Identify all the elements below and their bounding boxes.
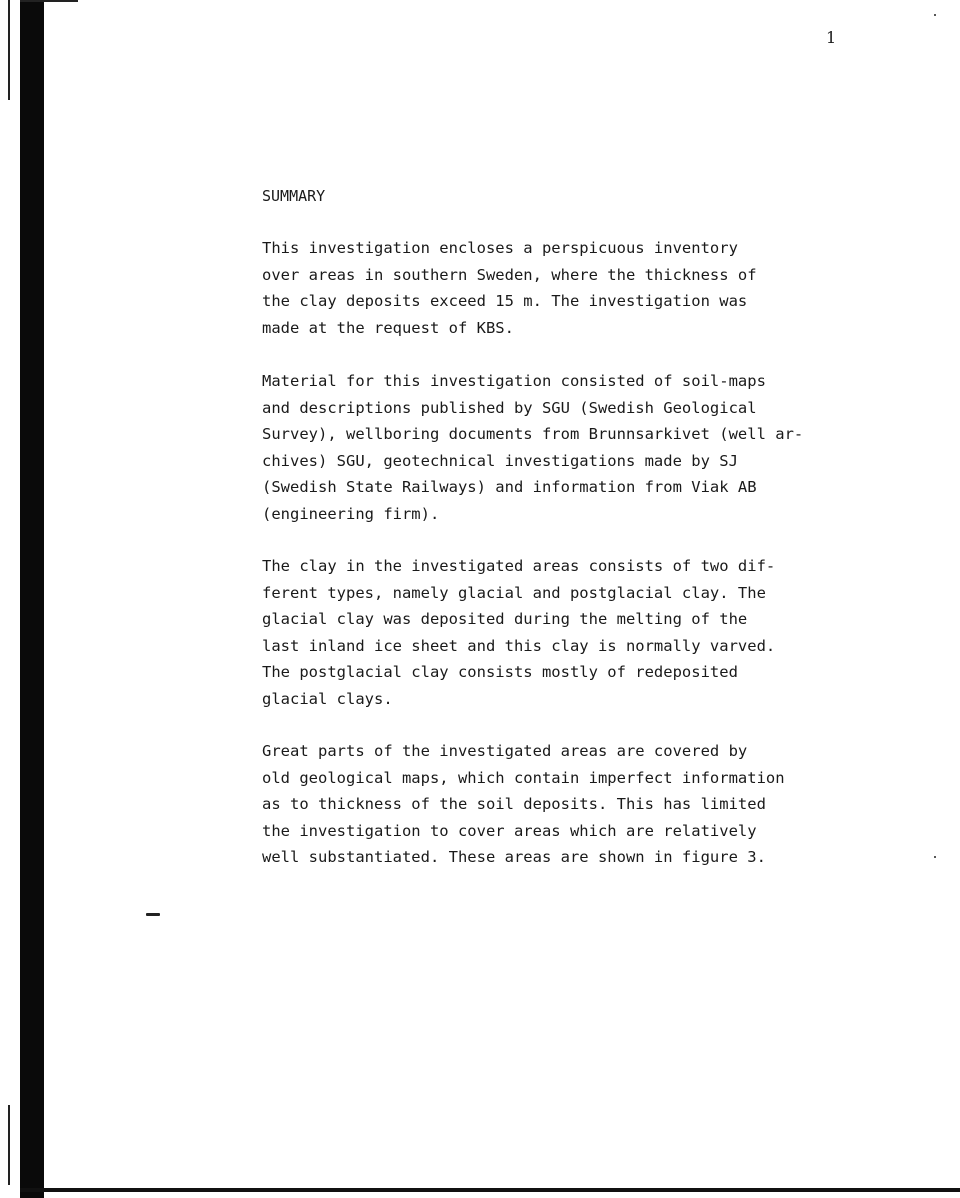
text-line: over areas in southern Sweden, where the thickness of	[262, 265, 757, 284]
text-line: (engineering firm).	[262, 504, 440, 523]
text-line: This investigation encloses a perspicuous inventory	[262, 239, 738, 257]
scan-bottom-rule	[20, 1188, 960, 1192]
scan-speck	[146, 913, 160, 916]
text-line: glacial clays.	[262, 689, 393, 708]
text-line: The clay in the investigated areas consists of two dif-	[262, 557, 776, 575]
paragraph	[262, 553, 882, 712]
page-number: 1	[826, 28, 837, 47]
text-line: The postglacial clay consists mostly of redeposited	[262, 663, 738, 681]
text-line: old geological maps, which contain imperfect information	[262, 768, 785, 787]
text-line: Great parts of the investigated areas are covered by	[262, 742, 748, 760]
text-line: the investigation to cover areas which are relatively	[262, 821, 757, 840]
paragraph	[262, 368, 882, 527]
text-line: last inland ice sheet and this clay is normally varved.	[262, 636, 776, 655]
scan-edge-mark	[8, 0, 10, 100]
scan-speck	[934, 14, 936, 16]
text-line: Survey), wellboring documents from Brunnsarkivet (well ar-	[262, 425, 804, 443]
text-line: the clay deposits exceed 15 m. The investigation was	[262, 292, 748, 310]
text-line: made at the request of KBS.	[262, 318, 514, 337]
paragraph	[262, 738, 882, 871]
scan-speck	[934, 856, 936, 858]
text-line: Material for this investigation consisted of soil-maps	[262, 372, 766, 390]
scan-binding-edge	[20, 0, 44, 1198]
scan-edge-mark	[8, 1105, 10, 1185]
text-line: (Swedish State Railways) and information from Viak AB	[262, 478, 757, 496]
text-line: ferent types, namely glacial and postglacial clay. The	[262, 583, 766, 602]
scan-top-rule	[20, 0, 78, 2]
text-line: as to thickness of the soil deposits. This has limited	[262, 795, 766, 813]
text-line: glacial clay was deposited during the melting of the	[262, 610, 748, 628]
section-heading: SUMMARY	[262, 187, 326, 205]
text-line: well substantiated. These areas are shown in figure 3.	[262, 848, 766, 866]
text-line: and descriptions published by SGU (Swedish Geological	[262, 398, 757, 417]
text-line: chives) SGU, geotechnical investigations made by SJ	[262, 451, 738, 470]
paragraph	[262, 235, 882, 341]
